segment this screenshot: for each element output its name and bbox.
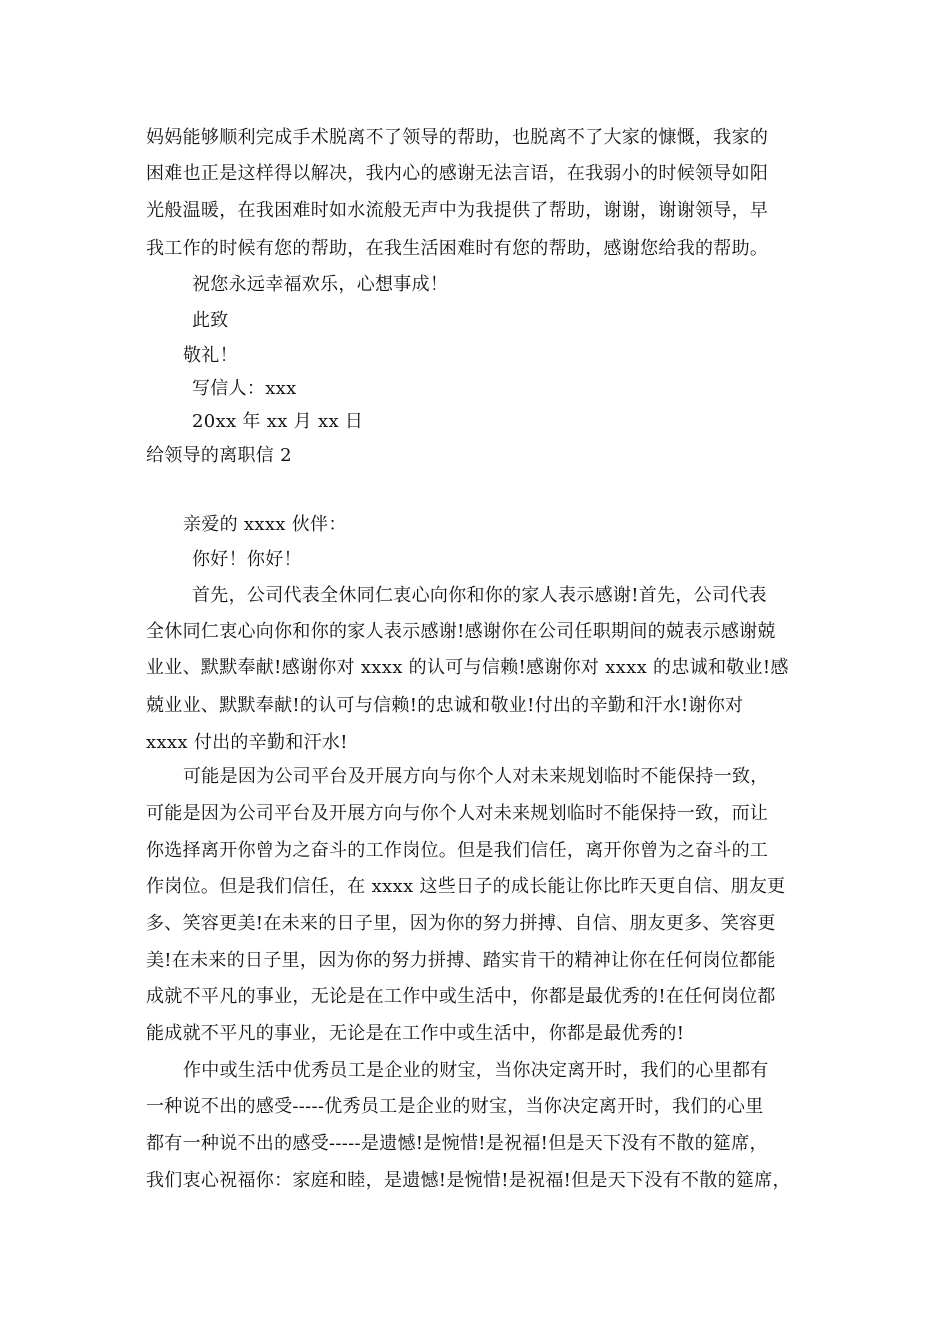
closing-wish: 祝您永远幸福欢乐，心想事成！ (192, 274, 449, 295)
body-line: 你选择离开你曾为之奋斗的工作岗位。但是我们信任，离开你曾为之奋斗的工 (146, 840, 769, 861)
body-line: 全休同仁衷心向你和你的家人表示感谢!感谢你在公司任职期间的兢表示感谢兢 (146, 621, 776, 642)
section-title: 给领导的离职信 2 (146, 445, 292, 466)
body-line: 可能是因为公司平台及开展方向与你个人对未来规划临时不能保持一致，而让 (146, 803, 769, 824)
body-line: 光般温暖，在我困难时如水流般无声中为我提供了帮助，谢谢，谢谢领导，早 (146, 200, 769, 221)
body-line: 成就不平凡的事业，无论是在工作中或生活中，你都是最优秀的!在任何岗位都 (146, 986, 776, 1007)
body-line: 一种说不出的感受-----优秀员工是企业的财宝，当你决定离开时，我们的心里 (146, 1096, 764, 1117)
body-line: 多、笑容更美!在未来的日子里，因为你的努力拼搏、自信、朋友更多、笑容更 (146, 913, 776, 934)
body-line: 可能是因为公司平台及开展方向与你个人对未来规划临时不能保持一致， (183, 766, 769, 787)
closing-jingli: 敬礼！ (183, 345, 238, 366)
body-line: 能成就不平凡的事业，无论是在工作中或生活中，你都是最优秀的! (146, 1023, 685, 1044)
body-line: 我们衷心祝福你：家庭和睦，是遗憾!是惋惜!是祝福!但是天下没有不散的筵席， (146, 1170, 791, 1191)
salutation: 亲爱的 xxxx 伙伴： (183, 514, 347, 535)
body-line: 兢业业、默默奉献!的认可与信赖!的忠诚和敬业!付出的辛勤和汗水!谢你对 (146, 695, 744, 716)
body-line: 都有一种说不出的感受-----是遗憾!是惋惜!是祝福!但是天下没有不散的筵席， (146, 1133, 768, 1154)
greeting: 你好！你好！ (192, 549, 302, 570)
body-line: 困难也正是这样得以解决，我内心的感谢无法言语，在我弱小的时候领导如阳 (146, 163, 769, 184)
closing-cizhi: 此致 (192, 310, 229, 331)
date-line: 20xx 年 xx 月 xx 日 (192, 411, 364, 432)
body-line: 我工作的时候有您的帮助，在我生活困难时有您的帮助，感谢您给我的帮助。 (146, 238, 769, 259)
body-line: 作中或生活中优秀员工是企业的财宝，当你决定离开时，我们的心里都有 (183, 1060, 769, 1081)
body-line: 美!在未来的日子里，因为你的努力拼搏、踏实肯干的精神让你在任何岗位都能 (146, 950, 776, 971)
body-line: 业业、默默奉献!感谢你对 xxxx 的认可与信赖!感谢你对 xxxx 的忠诚和敬业!感 (146, 657, 789, 678)
body-line: 妈妈能够顺利完成手术脱离不了领导的帮助，也脱离不了大家的慷慨，我家的 (146, 127, 769, 148)
body-line: 作岗位。但是我们信任，在 xxxx 这些日子的成长能让你比昨天更自信、朋友更 (146, 876, 786, 897)
writer-line: 写信人：xxx (192, 378, 297, 399)
body-line: xxxx 付出的辛勤和汗水! (146, 732, 348, 753)
body-line: 首先，公司代表全休同仁衷心向你和你的家人表示感谢!首先，公司代表 (192, 585, 767, 606)
